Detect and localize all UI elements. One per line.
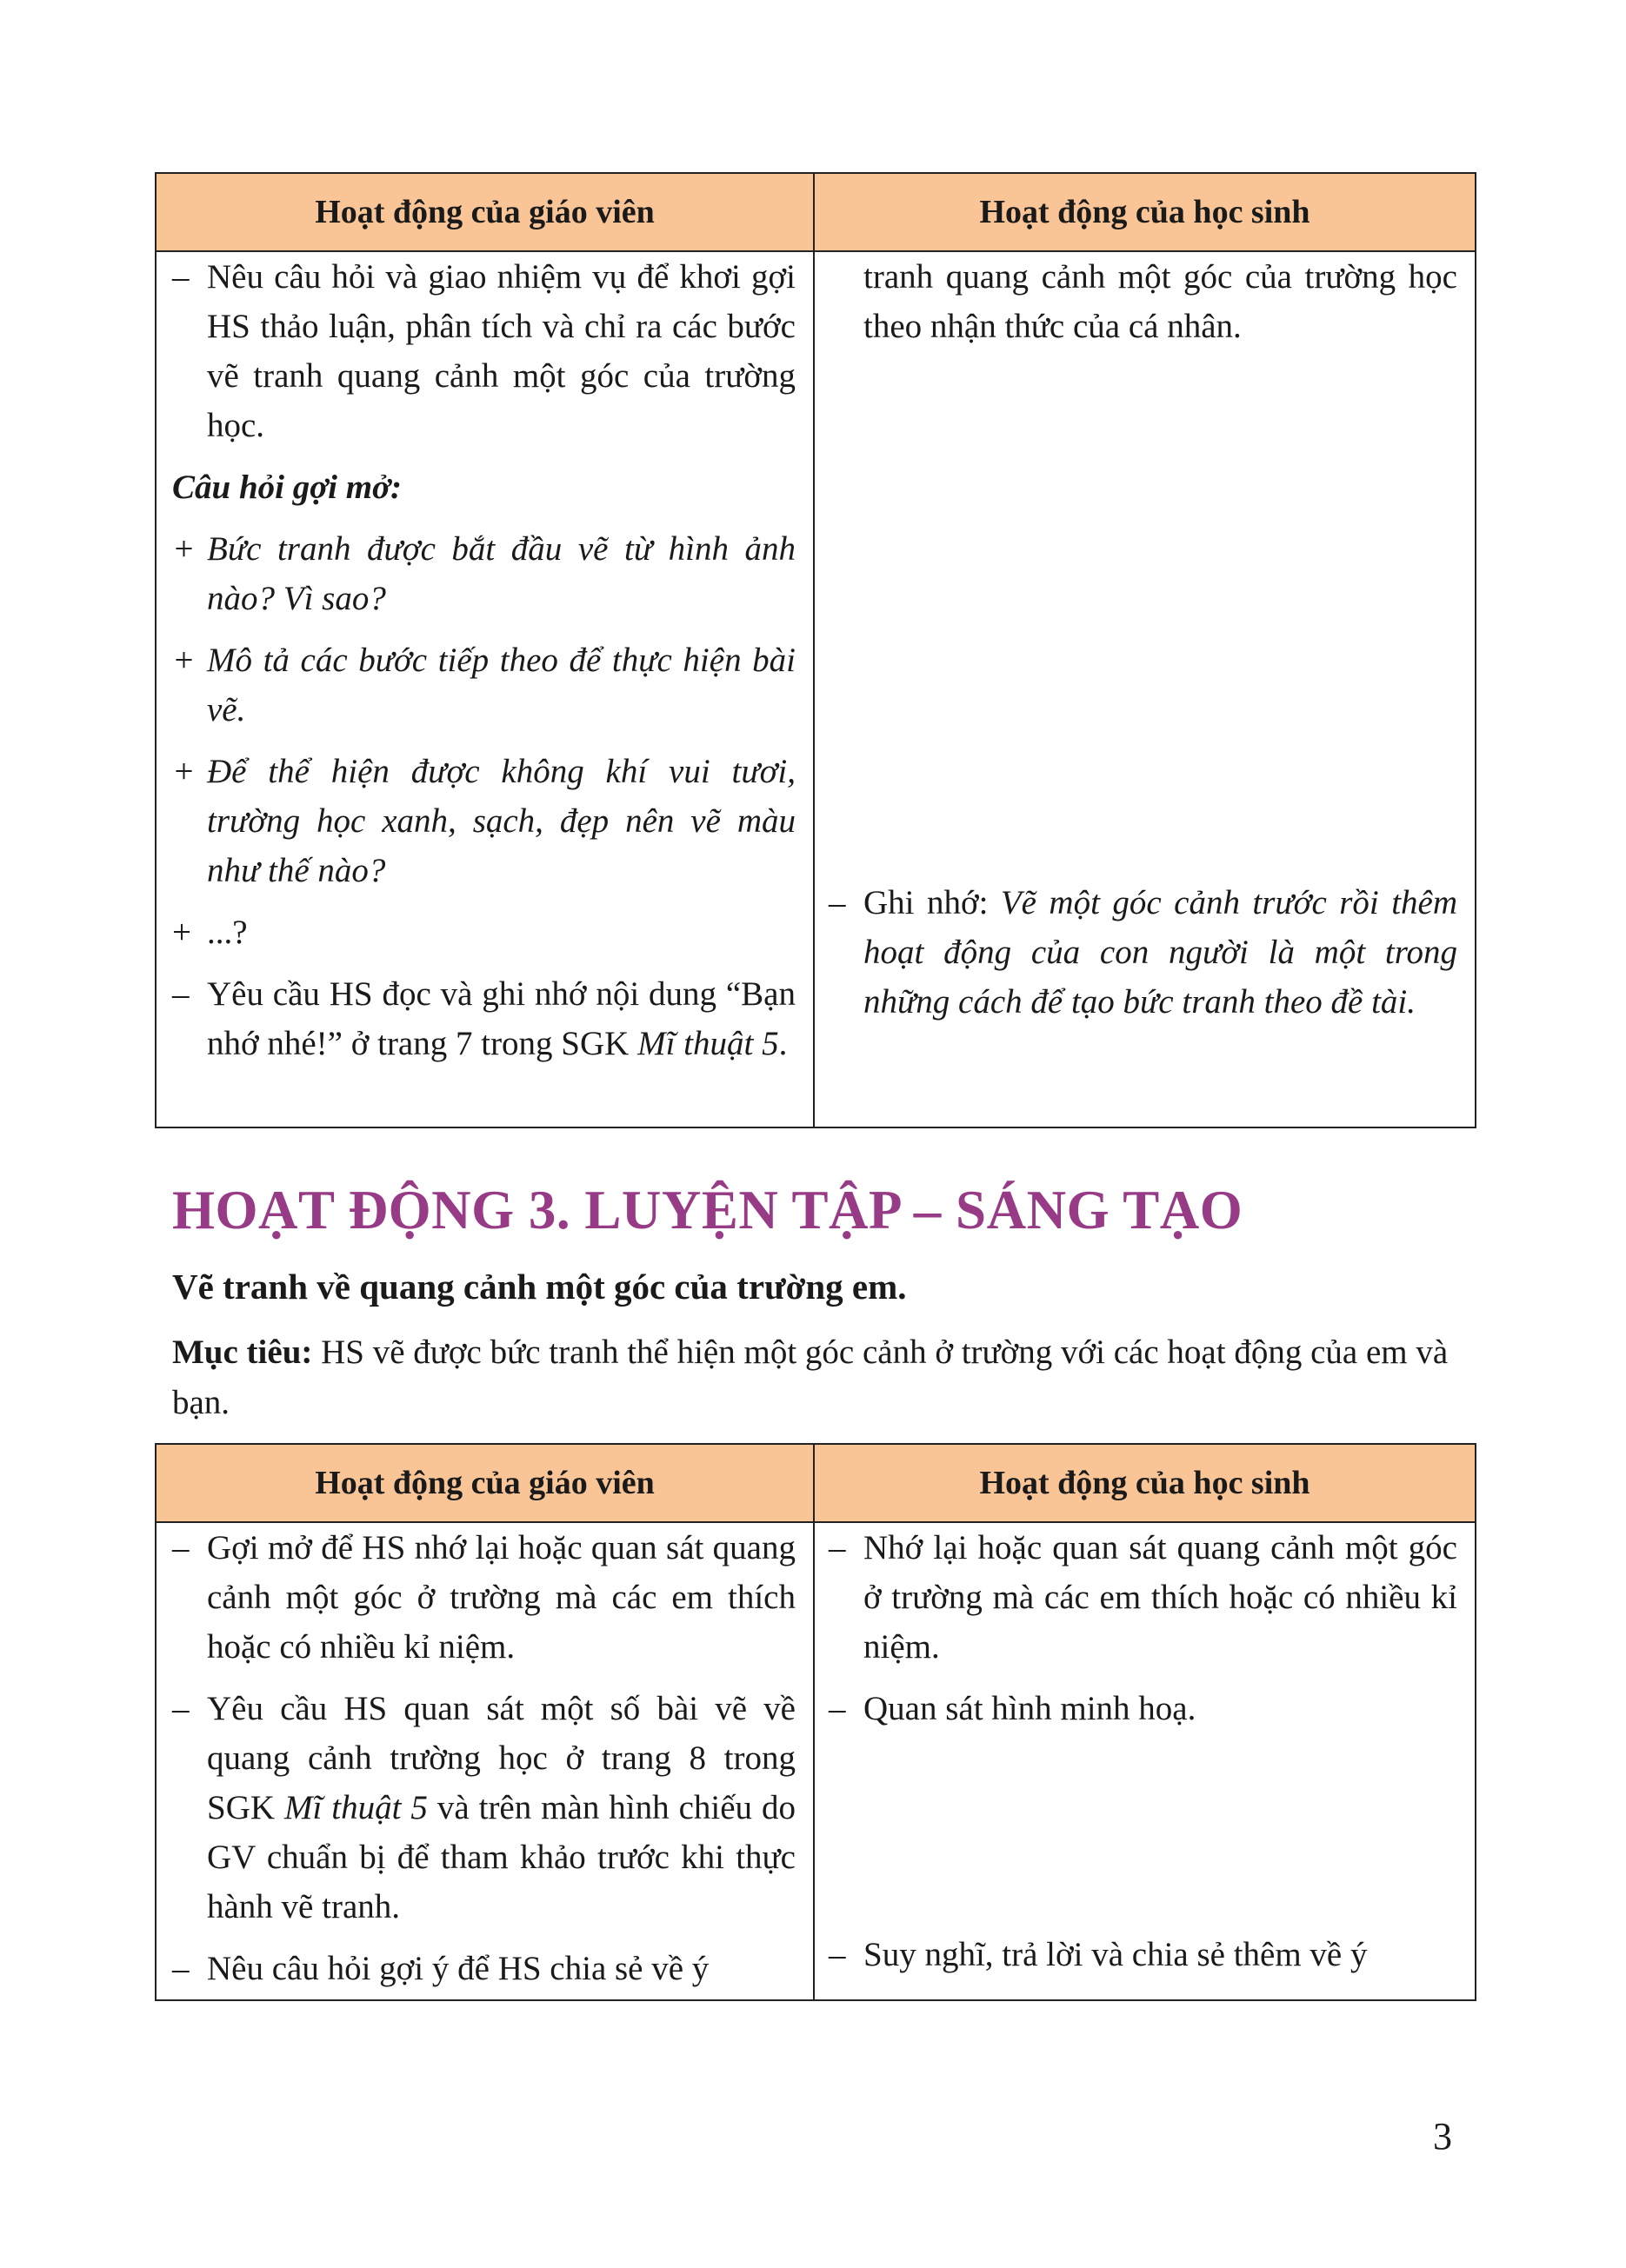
objective-label: Mục tiêu: <box>172 1334 313 1371</box>
student-item: – Suy nghĩ, trả lời và chia sẻ thêm về ý <box>829 1936 1368 1973</box>
student-item: – Quan sát hình minh hoạ. <box>829 1690 1196 1727</box>
objective-text: HS vẽ được bức tranh thể hiện một góc cảnh ở trường với các hoạt động của em và bạn. <box>172 1334 1449 1421</box>
section-subtitle: Vẽ tranh về quang cảnh một góc của trường em. <box>172 1267 907 1307</box>
teacher-item: – Nêu câu hỏi và giao nhiệm vụ để khơi gợi HS thảo luận, phân tích và chỉ ra các bước vẽ tranh quang cảnh một góc của trường học. <box>172 258 796 444</box>
teacher-item: – Gợi mở để HS nhớ lại hoặc quan sát quang cảnh một góc ở trường mà các em thích hoặc có nhiều kỉ niệm. <box>172 1529 796 1666</box>
header-student: Hoạt động của học sinh <box>814 1444 1476 1522</box>
question-item: + Mô tả các bước tiếp theo để thực hiện bài vẽ. <box>172 642 796 728</box>
section-title: HOẠT ĐỘNG 3. LUYỆN TẬP – SÁNG TẠO <box>172 1180 1243 1240</box>
student-item: – Nhớ lại hoặc quan sát quang cảnh một góc ở trường mà các em thích hoặc có nhiều kỉ niệm. <box>829 1529 1457 1666</box>
teacher-item: – Yêu cầu HS đọc và ghi nhớ nội dung “Bạn nhớ nhé!” ở trang 7 trong SGK Mĩ thuật 5. <box>172 975 796 1062</box>
questions-heading: Câu hỏi gợi mở: <box>172 469 402 506</box>
teacher-cell <box>156 1522 814 2000</box>
activity-table-top <box>155 172 1476 1128</box>
header-student: Hoạt động của học sinh <box>814 173 1476 251</box>
teacher-item: – Nêu câu hỏi gợi ý để HS chia sẻ về ý <box>172 1950 710 1987</box>
header-teacher: Hoạt động của giáo viên <box>156 1444 814 1522</box>
teacher-cell <box>156 251 814 1127</box>
activity-table-bottom <box>155 1443 1476 2001</box>
page-number: 3 <box>1433 2115 1452 2158</box>
question-item: + ...? <box>172 914 248 951</box>
student-continuation: tranh quang cảnh một góc của trường học theo nhận thức của cá nhân. <box>863 258 1457 345</box>
header-teacher: Hoạt động của giáo viên <box>156 173 814 251</box>
student-cell <box>814 1522 1476 2000</box>
question-item: + Để thể hiện được không khí vui tươi, trường học xanh, sạch, đẹp nên vẽ màu như thế nào? <box>172 753 796 889</box>
teacher-item: – Yêu cầu HS quan sát một số bài vẽ về quang cảnh trường học ở trang 8 trong SGK Mĩ thuật 5 và trên màn hình chiếu do GV chuẩn bị để tham khảo trước khi thực hành vẽ tranh. <box>172 1690 796 1925</box>
question-item: + Bức tranh được bắt đầu vẽ từ hình ảnh nào? Vì sao? <box>172 530 796 617</box>
objective <box>172 1327 1457 1428</box>
student-cell <box>814 251 1476 1127</box>
student-note: – Ghi nhớ: Vẽ một góc cảnh trước rồi thêm hoạt động của con người là một trong những cách để tạo bức tranh theo đề tài. <box>829 884 1458 1021</box>
